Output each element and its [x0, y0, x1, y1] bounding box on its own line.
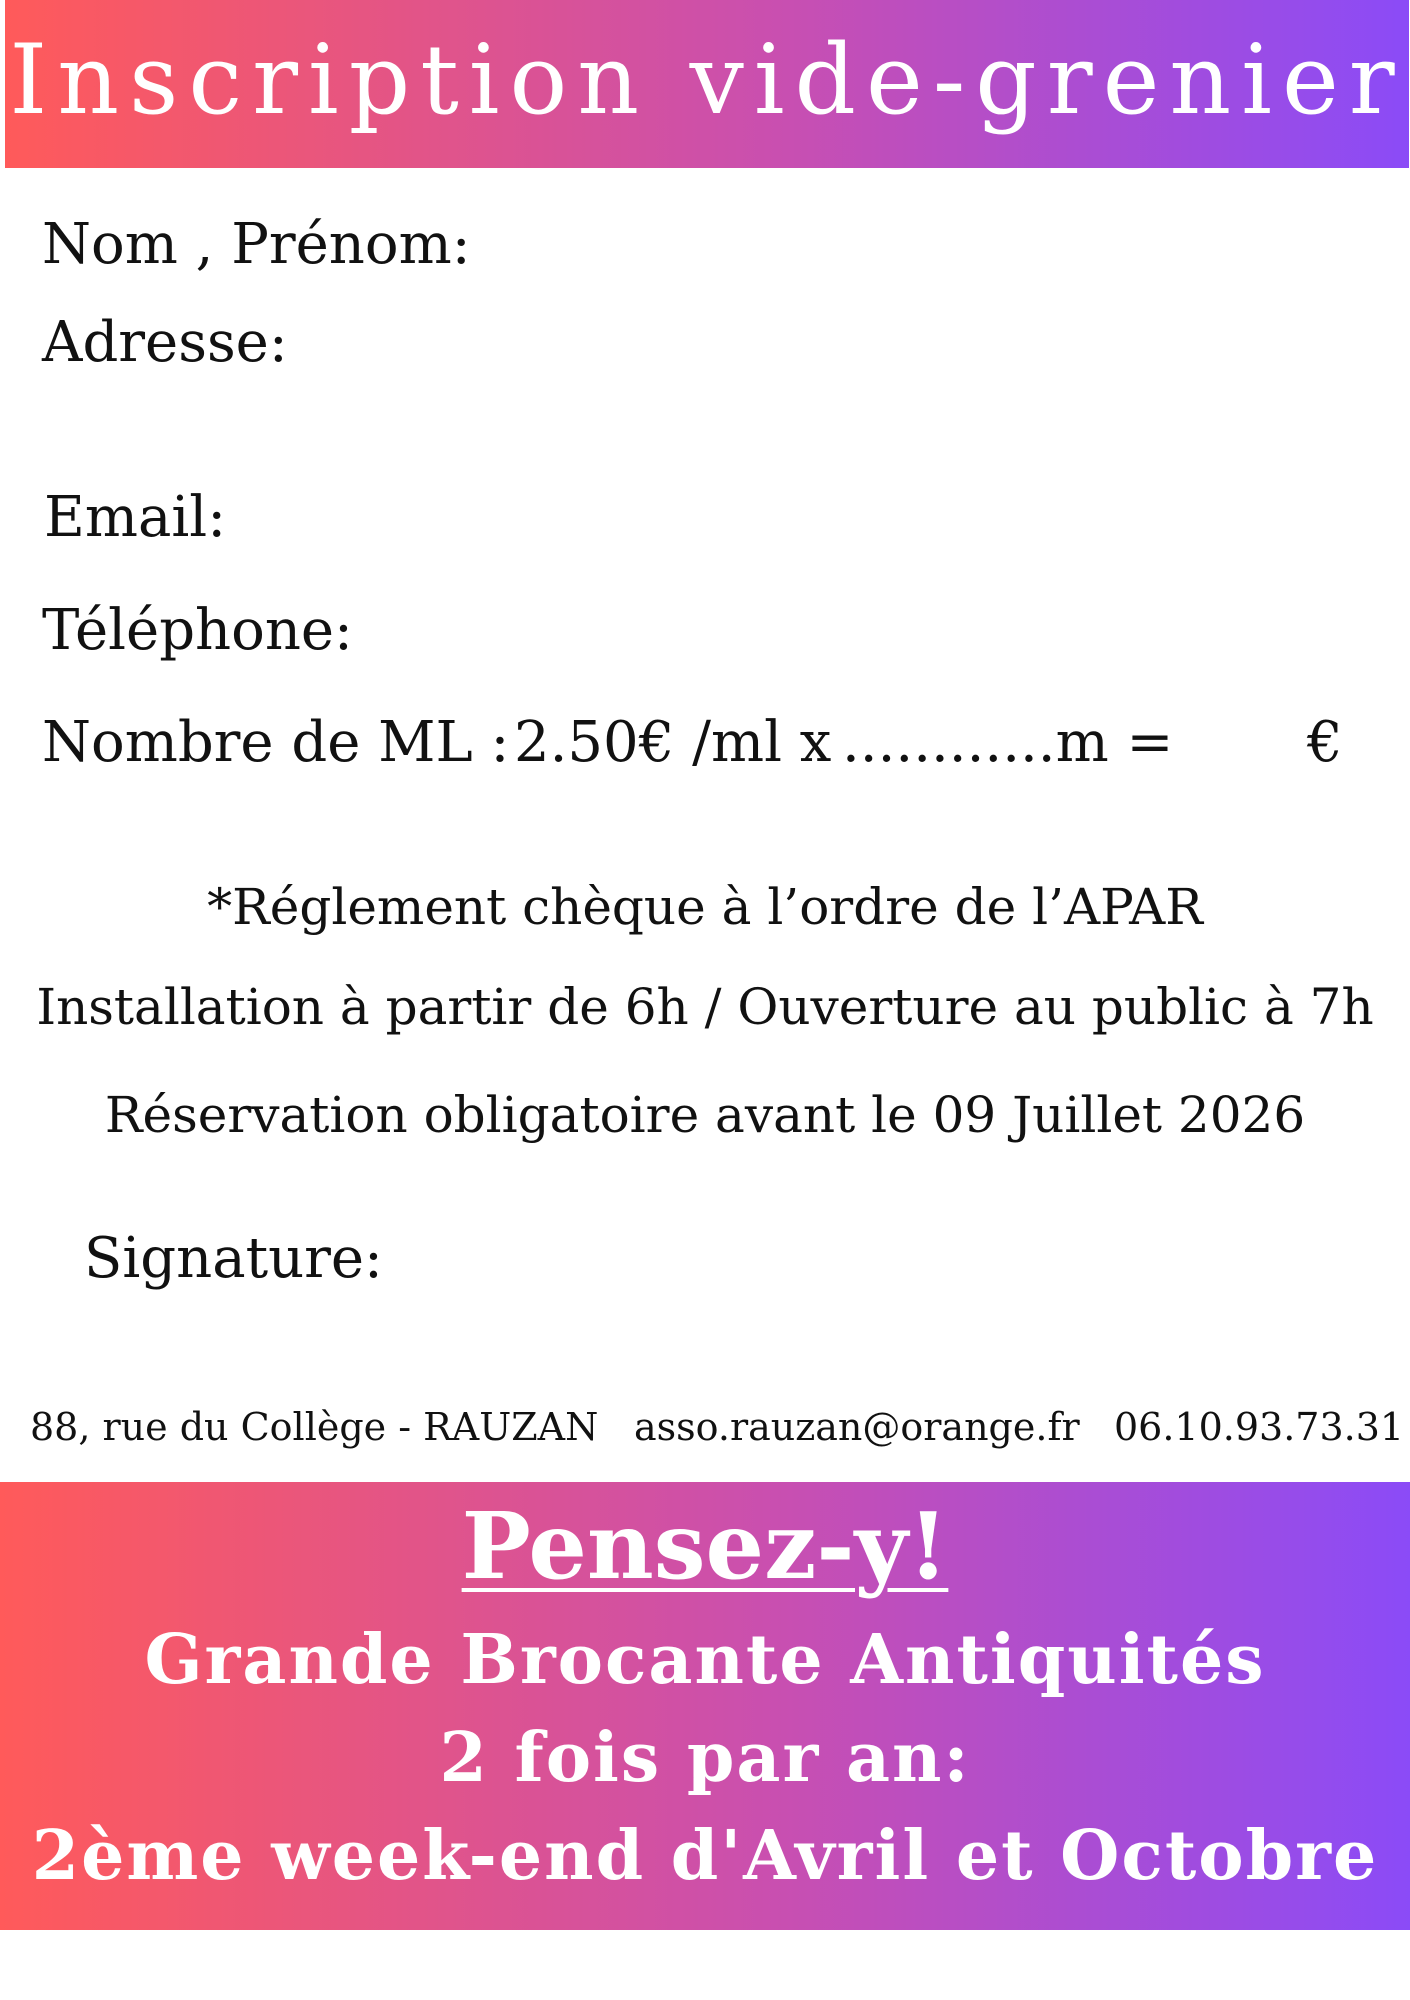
ml-label: Nombre de ML :	[42, 710, 510, 775]
contact-phone: 06.10.93.73.31	[1114, 1405, 1405, 1449]
contact-info	[0, 1405, 1410, 1455]
reservation-note: Réservation obligatoire avant le 09 Juillet 2026	[104, 1086, 1306, 1144]
ml-calculation-row	[42, 710, 1362, 790]
footer-banner	[0, 1482, 1410, 1930]
installation-note: Installation à partir de 6h / Ouverture au public à 7h	[36, 978, 1374, 1036]
header-banner	[5, 0, 1409, 168]
address-field-label: Adresse:	[42, 310, 288, 375]
email-field-label: Email:	[44, 485, 227, 550]
phone-field-label: Téléphone:	[42, 598, 353, 663]
ml-currency: €	[1307, 710, 1343, 775]
contact-address: 88, rue du Collège - RAUZAN	[30, 1405, 599, 1449]
footer-heading: Pensez-y!	[461, 1492, 949, 1600]
signature-label: Signature:	[84, 1226, 383, 1291]
page-title: Inscription vide-grenier	[9, 24, 1405, 136]
ml-blank-field: ............m =	[842, 710, 1174, 775]
name-field-label: Nom , Prénom:	[42, 212, 471, 277]
payment-note: *Réglement chèque à l’ordre de l’APAR	[207, 878, 1203, 936]
footer-line-3: 2ème week-end d'Avril et Octobre	[31, 1816, 1379, 1896]
footer-line-1: Grande Brocante Antiquités	[144, 1620, 1266, 1700]
contact-email: asso.rauzan@orange.fr	[634, 1405, 1080, 1449]
ml-rate: 2.50€ /ml x	[514, 710, 832, 775]
footer-line-2: 2 fois par an:	[439, 1718, 971, 1798]
